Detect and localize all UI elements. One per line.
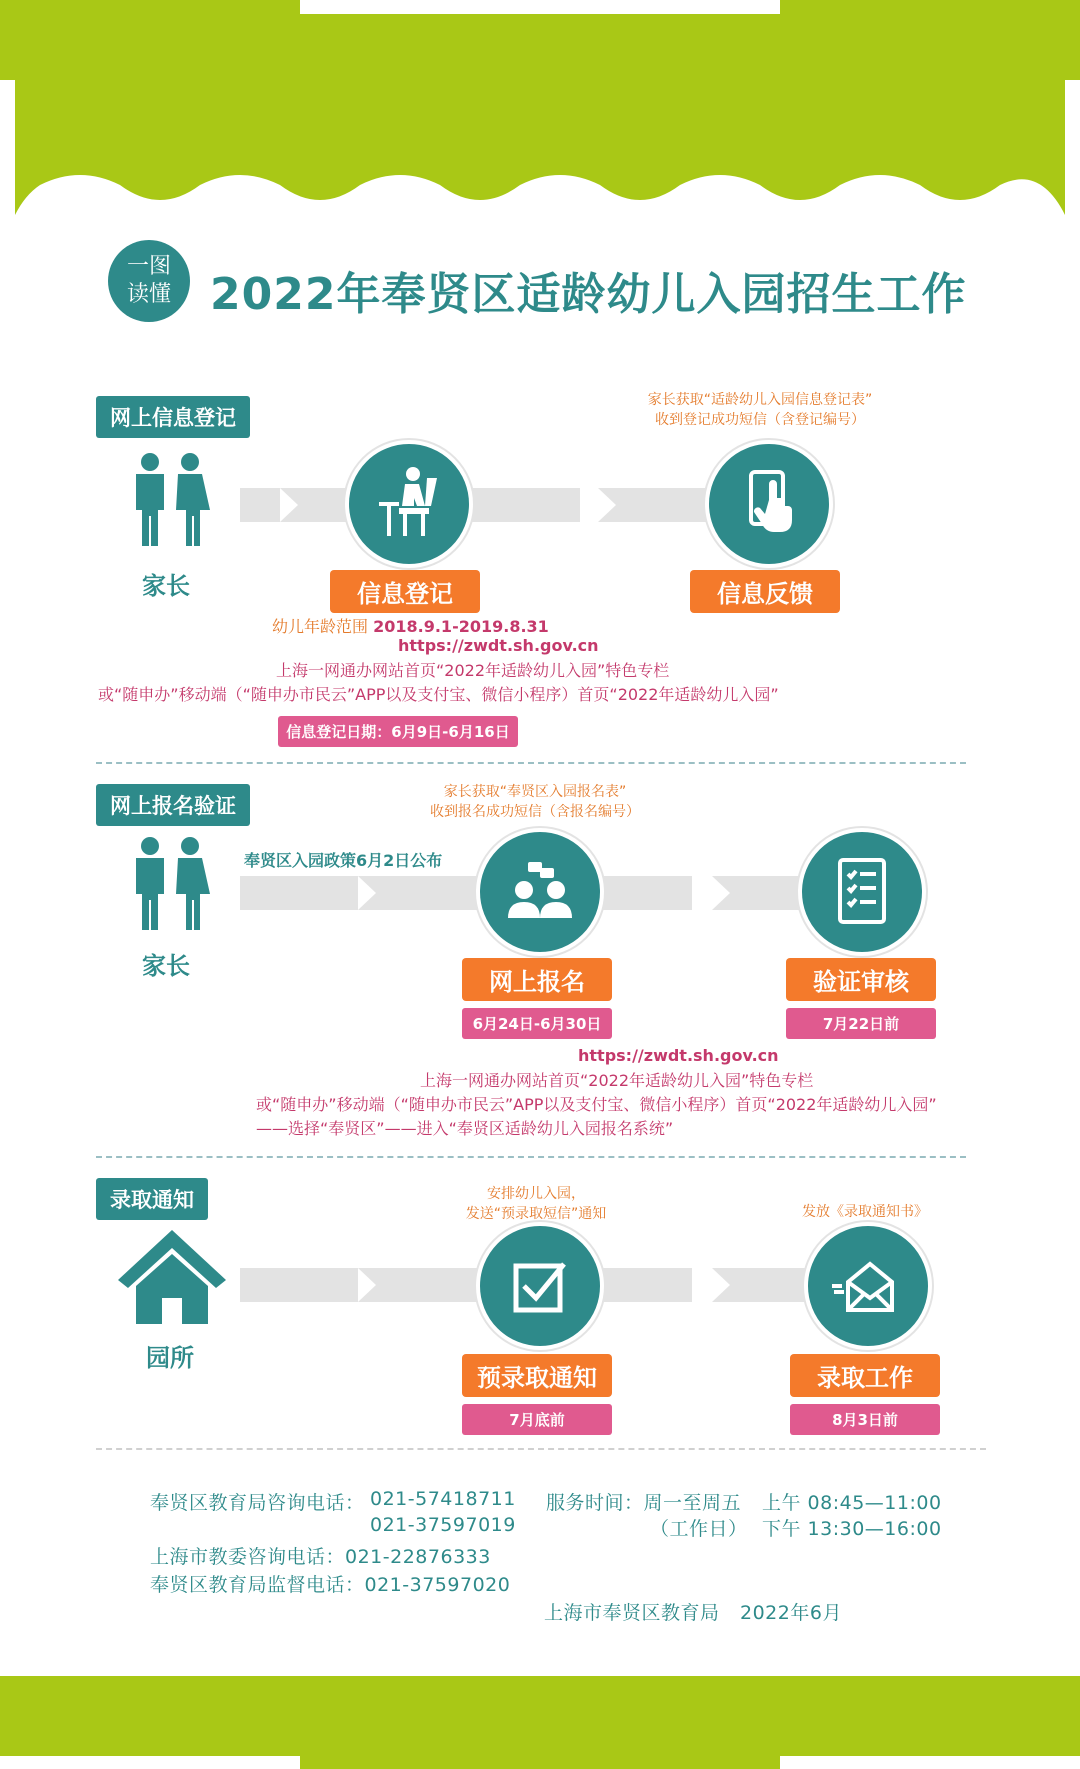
badge-line1: 一图 [126,254,171,279]
step-label-admission: 录取工作 [790,1354,940,1397]
consult-phone-2: 021-37597019 [370,1514,516,1536]
portal-line: 上海一网通办网站首页“2022年适龄幼儿入园”特色专栏 [420,1071,814,1090]
signup-note-line2: 收到报名成功短信（含报名编号） [430,804,640,820]
bottom-band [0,1676,1080,1756]
age-range-value: 2018.9.1-2019.8.31 [373,617,549,636]
url-link[interactable]: https://zwdt.sh.gov.cn [398,636,599,655]
pre-admission-note-line1: 安排幼儿入园， [487,1186,585,1202]
admission-date-pill: 8月3日前 [790,1404,940,1435]
service-hours-pm: 下午 13:30—16:00 [762,1518,942,1540]
pre-admission-note [426,1184,646,1224]
checkbox-icon [476,1222,604,1350]
section-divider [96,762,966,764]
step-label-pre-admission: 预录取通知 [462,1354,612,1397]
phone-touch-icon [705,440,833,568]
service-hours-am: 上午 08:45—11:00 [762,1492,942,1514]
track-chevron [280,488,298,522]
track-chevron [712,1268,730,1302]
title-badge [108,240,190,322]
consult-phone-1: 021-57418711 [370,1488,516,1510]
computer-user-icon [345,440,473,568]
feedback-note-line2: 收到登记成功短信（含登记编号） [655,412,865,428]
feedback-note [630,390,890,430]
portal-line: 上海一网通办网站首页“2022年适龄幼儿入园”特色专栏 [276,661,670,680]
section-tag-admission: 录取通知 [96,1178,208,1220]
track-chevron [358,1268,376,1302]
policy-note: 奉贤区入园政策6月2日公布 [244,851,443,870]
page-title: 2022年奉贤区适龄幼儿入园招生工作 [210,269,967,320]
pre-admission-note-line2: 发送“预录取短信”通知 [465,1206,607,1222]
age-range-prefix: 幼儿年龄范围 [272,617,369,636]
verify-date-pill: 7月22日前 [786,1008,936,1039]
track-chevron [598,488,616,522]
education-commission-phone: 上海市教委咨询电话：021-22876333 [150,1546,491,1568]
step-label-online-signup: 网上报名 [462,958,612,1001]
signup-note [410,782,660,822]
age-range-text [272,614,549,637]
parents-icon [130,450,212,550]
step-label-info-feedback: 信息反馈 [690,570,840,613]
progress-track-1 [240,876,692,910]
house-icon [114,1226,230,1326]
progress-track-1 [240,1268,692,1302]
section-tag-online-registration: 网上信息登记 [96,396,250,438]
parents-icon [130,834,212,934]
system-line: ——选择“奉贤区”——进入“奉贤区适龄幼儿入园报名系统” [256,1119,674,1138]
badge-line2: 读懂 [126,282,171,307]
signup-date-pill: 6月24日-6月30日 [462,1008,612,1039]
top-banner [0,0,1080,230]
service-hours-label: 服务时间：周一至周五 [546,1492,742,1514]
registration-date-pill: 信息登记日期：6月9日-6月16日 [278,716,518,747]
service-hours-sub: （工作日） [650,1518,748,1540]
envelope-icon [804,1222,932,1350]
actor-label-parent: 家长 [142,952,190,980]
pre-admission-date-pill: 7月底前 [462,1404,612,1435]
people-chat-icon [476,828,604,956]
step-label-verify: 验证审核 [786,958,936,1001]
track-chevron [358,876,376,910]
feedback-note-line1: 家长获取“适龄幼儿入园信息登记表” [647,392,873,408]
section-divider [96,1156,966,1158]
issue-date: 2022年6月 [740,1602,842,1624]
actor-label-kindergarten: 园所 [146,1344,194,1372]
bottom-band-tab [300,1756,780,1769]
signup-note-line1: 家长获取“奉贤区入园报名表” [443,784,627,800]
app-line: 或“随申办”移动端（“随申办市民云”APP以及支付宝、微信小程序）首页“2022年适龄幼儿入园” [98,685,779,704]
section-tag-online-signup: 网上报名验证 [96,784,250,826]
consult-phone-label: 奉贤区教育局咨询电话： [150,1492,365,1514]
supervision-phone: 奉贤区教育局监督电话：021-37597020 [150,1574,511,1596]
checklist-icon [798,828,926,956]
step-label-info-register: 信息登记 [330,570,480,613]
bottom-band-area [0,1676,1080,1769]
actor-label-parent: 家长 [142,572,190,600]
url-link[interactable]: https://zwdt.sh.gov.cn [578,1046,779,1065]
admission-note: 发放《录取通知书》 [802,1204,928,1220]
issuer-org: 上海市奉贤区教育局 [544,1602,720,1624]
section-divider [96,1448,986,1450]
app-line: 或“随申办”移动端（“随申办市民云”APP以及支付宝、微信小程序）首页“2022年适龄幼儿入园” [256,1095,937,1114]
track-chevron [712,876,730,910]
